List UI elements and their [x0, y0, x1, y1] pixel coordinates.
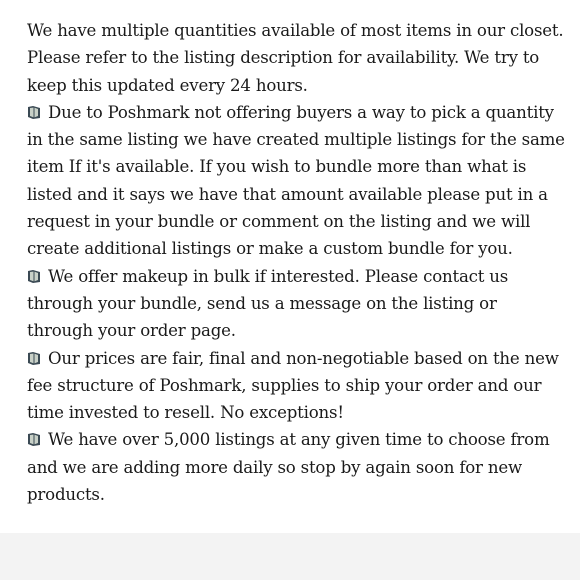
footer-strip — [0, 533, 580, 580]
intro-paragraph — [27, 17, 567, 99]
listings-text: We have over 5,000 listings at any given time to choose from and we are adding more daily so stop by again soon for new products. — [27, 430, 550, 505]
book-icon — [27, 351, 42, 366]
bulk-paragraph — [27, 263, 567, 345]
quantity-paragraph — [27, 99, 567, 263]
listing-note-text — [27, 17, 567, 508]
book-icon — [27, 105, 42, 120]
prices-paragraph — [27, 345, 567, 427]
bulk-text: We offer makeup in bulk if interested. Please contact us through your bundle, send us a message on the listing or through your order page. — [27, 266, 509, 341]
book-icon — [27, 269, 42, 284]
book-icon — [27, 432, 42, 447]
intro-text: We have multiple quantities available of most items in our closet. Please refer to the listing description for availability. We try to keep this updated every 24 hours. — [27, 21, 564, 95]
quantity-text: Due to Poshmark not offering buyers a way to pick a quantity in the same listing we have created multiple listings for the same item If it's available. If you wish to bundle more than what is listed and it says we have that amount available please put in a request in your bundle or comment on the listing and we will create additional listings or make a custom bundle for you. — [27, 102, 565, 259]
prices-text: Our prices are fair, final and non-negotiable based on the new fee structure of Poshmark, supplies to ship your order and our time invested to resell. No exceptions! — [27, 348, 559, 423]
listings-paragraph — [27, 426, 567, 508]
